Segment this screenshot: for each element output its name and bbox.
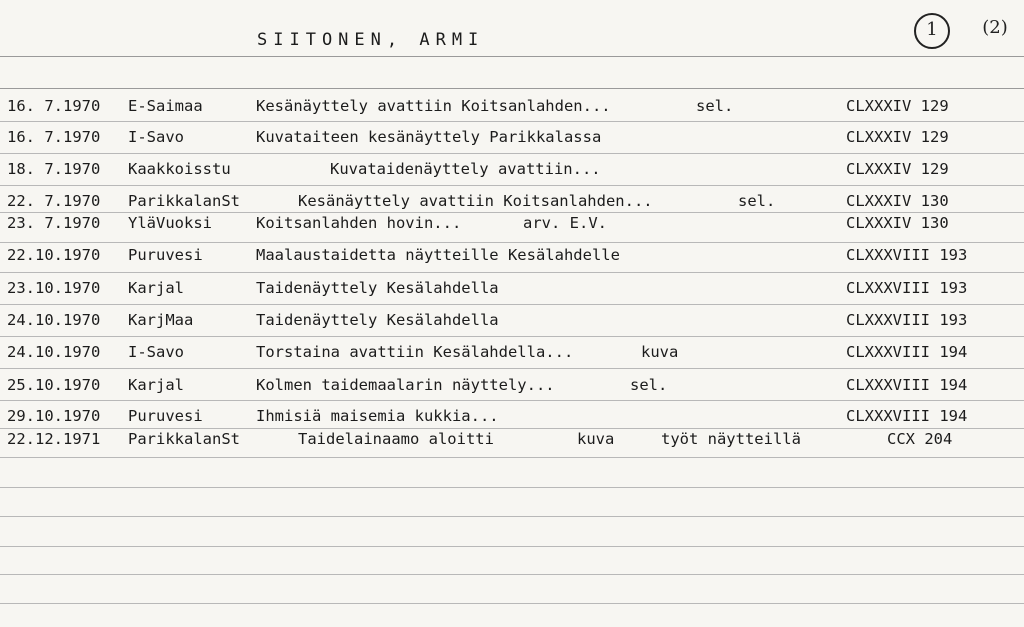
entry-title: Kesänäyttely avattiin Koitsanlahden... bbox=[256, 97, 611, 115]
entry-reference: CLXXXIV 129 bbox=[846, 160, 949, 178]
entry-source: Puruvesi bbox=[128, 407, 203, 425]
header-rule-2 bbox=[0, 88, 1024, 89]
ruled-line bbox=[0, 272, 1024, 273]
entry-title: Kesänäyttely avattiin Koitsanlahden... bbox=[298, 192, 653, 210]
entry-source: I-Savo bbox=[128, 128, 184, 146]
ruled-line bbox=[0, 574, 1024, 575]
entry-date: 22.12.1971 bbox=[7, 430, 101, 448]
ruled-line bbox=[0, 457, 1024, 458]
list-item bbox=[0, 311, 1024, 333]
ruled-line bbox=[0, 516, 1024, 517]
entry-source: ParikkalanSt bbox=[128, 430, 240, 448]
entry-title: Maalaustaidetta näytteille Kesälahdelle bbox=[256, 246, 620, 264]
list-item bbox=[0, 246, 1024, 268]
ruled-line bbox=[0, 153, 1024, 154]
ruled-line bbox=[0, 185, 1024, 186]
list-item bbox=[0, 160, 1024, 182]
entry-note: sel. bbox=[630, 376, 668, 394]
entry-source: Karjal bbox=[128, 279, 184, 297]
entry-reference: CLXXXIV 129 bbox=[846, 128, 949, 146]
entry-source: YläVuoksi bbox=[128, 214, 212, 232]
list-item bbox=[0, 430, 1024, 452]
entry-note: sel. bbox=[696, 97, 734, 115]
entry-source: ParikkalanSt bbox=[128, 192, 240, 210]
ruled-line bbox=[0, 603, 1024, 604]
handwritten-number-2: (2) bbox=[982, 17, 1008, 38]
card-header-name: SIITONEN, ARMI bbox=[257, 30, 485, 50]
list-item bbox=[0, 128, 1024, 150]
entry-source: I-Savo bbox=[128, 343, 184, 361]
entry-source: E-Saimaa bbox=[128, 97, 203, 115]
entry-reference: CLXXXVIII 193 bbox=[846, 279, 968, 297]
entry-reference: CCX 204 bbox=[887, 430, 953, 448]
ruled-line bbox=[0, 546, 1024, 547]
list-item bbox=[0, 214, 1024, 236]
entry-title: Kuvataidenäyttely avattiin... bbox=[330, 160, 601, 178]
entry-source: Karjal bbox=[128, 376, 184, 394]
entry-source: KarjMaa bbox=[128, 311, 194, 329]
ruled-line bbox=[0, 487, 1024, 488]
entry-reference: CLXXXIV 130 bbox=[846, 192, 949, 210]
entry-title: Kuvataiteen kesänäyttely Parikkalassa bbox=[256, 128, 602, 146]
entry-reference: CLXXXVIII 193 bbox=[846, 311, 968, 329]
entry-date: 29.10.1970 bbox=[7, 407, 101, 425]
ruled-line bbox=[0, 121, 1024, 122]
entry-source: Puruvesi bbox=[128, 246, 203, 264]
entry-date: 24.10.1970 bbox=[7, 311, 101, 329]
list-item bbox=[0, 343, 1024, 365]
entry-note: sel. bbox=[738, 192, 776, 210]
entry-title: Taidenäyttely Kesälahdella bbox=[256, 311, 499, 329]
entry-date: 16. 7.1970 bbox=[7, 128, 101, 146]
entry-reference: CLXXXVIII 194 bbox=[846, 407, 968, 425]
entry-date: 23.10.1970 bbox=[7, 279, 101, 297]
ruled-line bbox=[0, 304, 1024, 305]
entry-note: kuva bbox=[641, 343, 679, 361]
entry-date: 18. 7.1970 bbox=[7, 160, 101, 178]
entry-title: Taidenäyttely Kesälahdella bbox=[256, 279, 499, 297]
entry-title: Koitsanlahden hovin... bbox=[256, 214, 462, 232]
list-item bbox=[0, 97, 1024, 119]
list-item bbox=[0, 279, 1024, 301]
entry-reference: CLXXXVIII 194 bbox=[846, 343, 968, 361]
entry-title: Ihmisiä maisemia kukkia... bbox=[256, 407, 499, 425]
entry-reference: CLXXXIV 130 bbox=[846, 214, 949, 232]
entry-date: 22.10.1970 bbox=[7, 246, 101, 264]
entry-title: Torstaina avattiin Kesälahdella... bbox=[256, 343, 574, 361]
list-item bbox=[0, 192, 1024, 214]
entry-date: 24.10.1970 bbox=[7, 343, 101, 361]
entry-reference: CLXXXIV 129 bbox=[846, 97, 949, 115]
list-item bbox=[0, 376, 1024, 398]
entry-source: Kaakkoisstu bbox=[128, 160, 231, 178]
entry-title: Taidelainaamo aloitti bbox=[298, 430, 494, 448]
list-item bbox=[0, 407, 1024, 429]
entry-reference: CLXXXVIII 193 bbox=[846, 246, 968, 264]
header-rule bbox=[0, 56, 1024, 57]
ruled-line bbox=[0, 242, 1024, 243]
ruled-line bbox=[0, 400, 1024, 401]
entry-note: arv. E.V. bbox=[523, 214, 607, 232]
entry-date: 16. 7.1970 bbox=[7, 97, 101, 115]
entry-date: 23. 7.1970 bbox=[7, 214, 101, 232]
ruled-line bbox=[0, 336, 1024, 337]
entry-date: 25.10.1970 bbox=[7, 376, 101, 394]
ruled-line bbox=[0, 368, 1024, 369]
entry-date: 22. 7.1970 bbox=[7, 192, 101, 210]
entry-reference: CLXXXVIII 194 bbox=[846, 376, 968, 394]
handwritten-number-1: 1 bbox=[914, 13, 950, 49]
entry-title: Kolmen taidemaalarin näyttely... bbox=[256, 376, 555, 394]
entry-note: kuva työt näytteillä bbox=[577, 430, 801, 448]
